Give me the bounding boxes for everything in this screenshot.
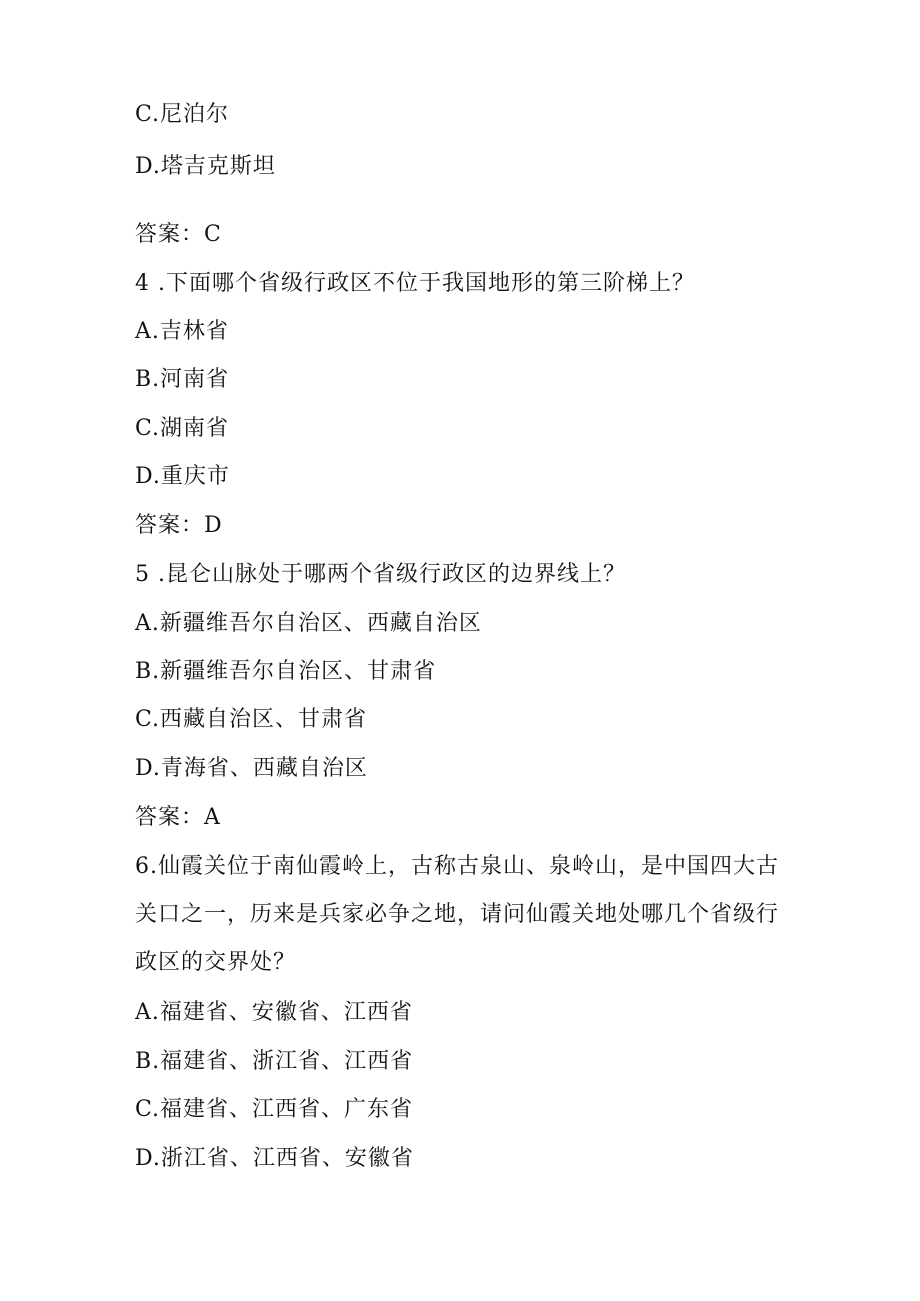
q3-option-c: C.尼泊尔	[135, 102, 230, 127]
q4-option-c: C.湖南省	[135, 416, 230, 441]
q5-option-a: A.新疆维吾尔自治区、西藏自治区	[135, 611, 482, 636]
q4-option-d: D.重庆市	[135, 464, 230, 489]
q3-option-d: D.塔吉克斯坦	[135, 154, 276, 179]
q6-option-c: C.福建省、江西省、广东省	[135, 1097, 414, 1122]
q6-question: 6.仙霞关位于南仙霞岭上，古称古泉山、泉岭山，是中国四大古关口之一，历来是兵家必争之地，请问仙霞关地处哪几个省级行政区的交界处？	[135, 854, 780, 975]
q4-option-b: B.河南省	[135, 367, 230, 392]
q4-answer: 答案：D	[135, 513, 223, 538]
q5-answer: 答案：A	[135, 805, 221, 830]
q6-option-b: B.福建省、浙江省、江西省	[135, 1049, 414, 1074]
q5-option-c: C.西藏自治区、甘肃省	[135, 707, 368, 732]
q4-question: 4 .下面哪个省级行政区不位于我国地形的第三阶梯上？	[135, 271, 695, 296]
q5-option-b: B.新疆维吾尔自治区、甘肃省	[135, 659, 437, 684]
q3-answer: 答案：C	[135, 222, 222, 247]
q5-question: 5 .昆仑山脉处于哪两个省级行政区的边界线上？	[135, 562, 626, 587]
q4-option-a: A.吉林省	[135, 319, 229, 344]
q6-option-a: A.福建省、安徽省、江西省	[135, 1000, 413, 1025]
q6-option-d: D.浙江省、江西省、安徽省	[135, 1146, 414, 1171]
q5-option-d: D.青海省、西藏自治区	[135, 756, 368, 781]
